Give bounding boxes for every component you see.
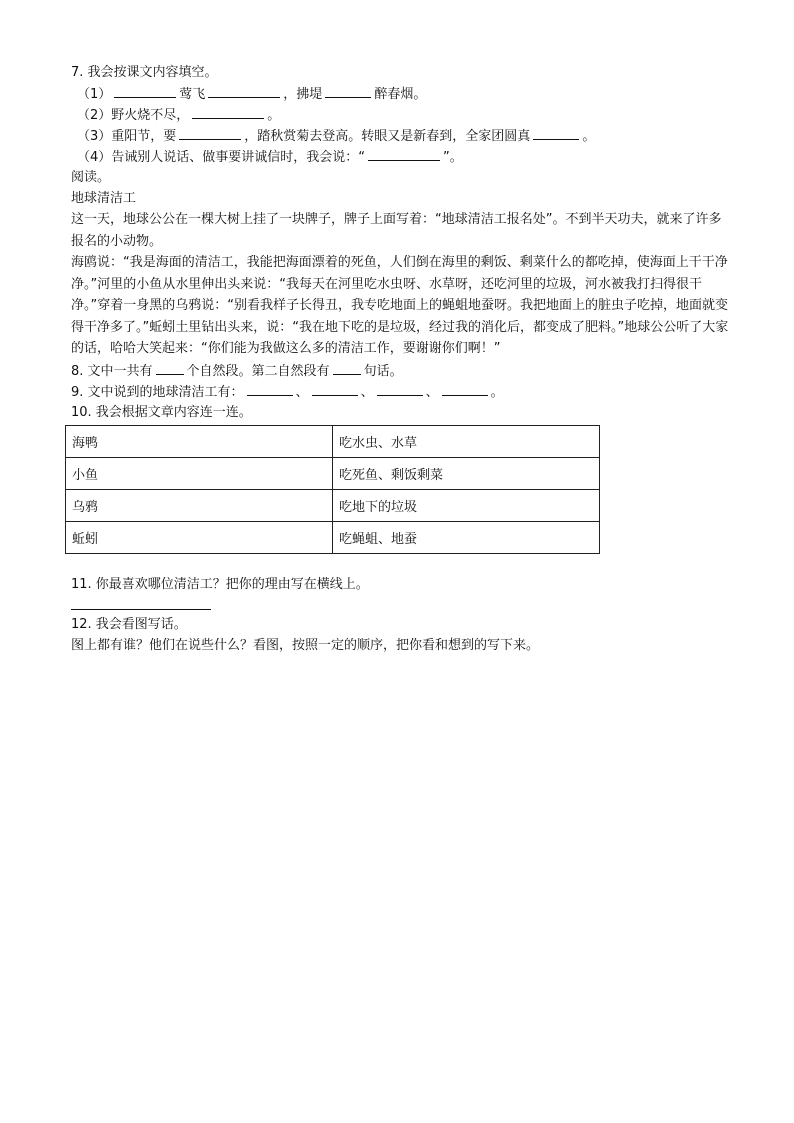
blank-field[interactable]	[333, 360, 361, 375]
q8-text-b: 个自然段。第二自然段有	[186, 363, 330, 379]
animal-cell[interactable]: 海鸭	[66, 425, 333, 457]
q7-item-4-text-a: 告诫别人说话、做事要讲诚信时，我会说：“	[111, 150, 366, 165]
reading-label: 阅读。	[71, 170, 111, 185]
table-row	[66, 489, 600, 521]
q8	[71, 360, 731, 381]
food-cell[interactable]: 吃地下的垃圾	[333, 489, 600, 521]
q7-item-3-num: （3）	[77, 129, 112, 144]
q7-title: 7. 我会按课文内容填空。	[71, 65, 218, 80]
q9-text: 9. 文中说到的地球清洁工有：	[71, 384, 244, 400]
reading-title: 地球清洁工	[71, 191, 137, 206]
q9-separator: 、	[425, 384, 439, 400]
blank-field[interactable]	[442, 381, 488, 396]
q9	[71, 381, 731, 402]
food-cell[interactable]: 吃蝇蛆、地蚕	[333, 521, 600, 553]
animal-cell[interactable]: 乌鸦	[66, 489, 333, 521]
q7-item-3	[71, 125, 731, 146]
q11-title: 11. 你最喜欢哪位清洁工？把你的理由写在横线上。	[71, 576, 369, 592]
q8-text-c: 句话。	[363, 363, 403, 379]
animal-cell[interactable]: 蚯蚓	[66, 521, 333, 553]
q8-text-a: 8. 文中一共有	[71, 363, 153, 379]
food-cell[interactable]: 吃死鱼、剩饭剩菜	[333, 457, 600, 489]
blank-field[interactable]	[325, 83, 371, 98]
blank-field[interactable]	[533, 125, 579, 140]
q7-item-3-text-a: 重阳节，要	[111, 129, 177, 144]
table-row	[66, 425, 600, 457]
blank-field[interactable]	[114, 83, 176, 98]
blank-field[interactable]	[192, 104, 264, 119]
q7-item-2-text-a: 野火烧不尽，	[111, 108, 190, 123]
q9-end: 。	[490, 384, 504, 400]
q7-item-1	[71, 83, 731, 104]
reading-paragraph-2: 海鸥说：“我是海面的清洁工，我能把海面漂着的死鱼，人们倒在海里的剩饭、剩菜什么的都吃掉，使海面上干干净净。”河里的小鱼从水里伸出头来说：“我每天在河里吃水虫呀、水草呀，还吃河里的垃圾，河水被我打扫得很干净。”穿着一身黑的乌鸦说：“别看我样子长得丑，我专吃地面上的蝇蛆地蚕呀。我把地面上的脏虫子吃掉，地面就变得干净多了。”蚯蚓土里钻出头来，说：“我在地下吃的是垃圾，经过我的消化后，都变成了肥料。”地球公公听了大家的话，哈哈大笑起来：“你们能为我做这么多的清洁工作，要谢谢你们啊！”	[71, 255, 729, 356]
q12-prompt: 图上都有谁？他们在说些什么？看图，按照一定的顺序，把你看和想到的写下来。	[71, 637, 540, 653]
blank-field[interactable]	[368, 146, 440, 161]
q7-item-1-text-b: ，拂堤	[283, 87, 323, 102]
blank-field[interactable]	[312, 381, 358, 396]
blank-field[interactable]	[156, 360, 184, 375]
q7-item-4-num: （4）	[77, 150, 112, 165]
answer-line[interactable]	[71, 599, 211, 610]
animal-cell[interactable]: 小鱼	[66, 457, 333, 489]
q7-item-4-text-b: ”。	[443, 150, 463, 165]
q7-item-1-num: （1）	[77, 87, 112, 102]
matching-table	[65, 425, 600, 554]
reading-paragraph-1: 这一天，地球公公在一棵大树上挂了一块牌子，牌子上面写着：“地球清洁工报名处”。不到半天功夫，就来了许多报名的小动物。	[71, 212, 722, 249]
blank-field[interactable]	[179, 125, 241, 140]
q7-item-3-text-c: 。	[582, 129, 596, 144]
worksheet	[71, 62, 731, 656]
table-row	[66, 457, 600, 489]
blank-field[interactable]	[208, 83, 280, 98]
q7-item-3-text-b: ，踏秋赏菊去登高。转眼又是新春到，全家团圆真	[244, 129, 531, 144]
q7-item-1-text-a: 莺飞	[179, 87, 206, 102]
q10-title: 10. 我会根据文章内容连一连。	[71, 404, 252, 420]
q7-item-2	[71, 104, 731, 125]
q7-item-2-num: （2）	[77, 108, 112, 123]
q7-item-1-text-c: 醉春烟。	[374, 87, 427, 102]
table-row	[66, 521, 600, 553]
food-cell[interactable]: 吃水虫、水草	[333, 425, 600, 457]
blank-field[interactable]	[247, 381, 293, 396]
q7-item-2-text-b: 。	[267, 108, 281, 123]
q9-separator: 、	[295, 384, 309, 400]
q12-title: 12. 我会看图写话。	[71, 616, 187, 632]
q9-separator: 、	[360, 384, 374, 400]
q7-item-4	[71, 146, 731, 167]
blank-field[interactable]	[377, 381, 423, 396]
